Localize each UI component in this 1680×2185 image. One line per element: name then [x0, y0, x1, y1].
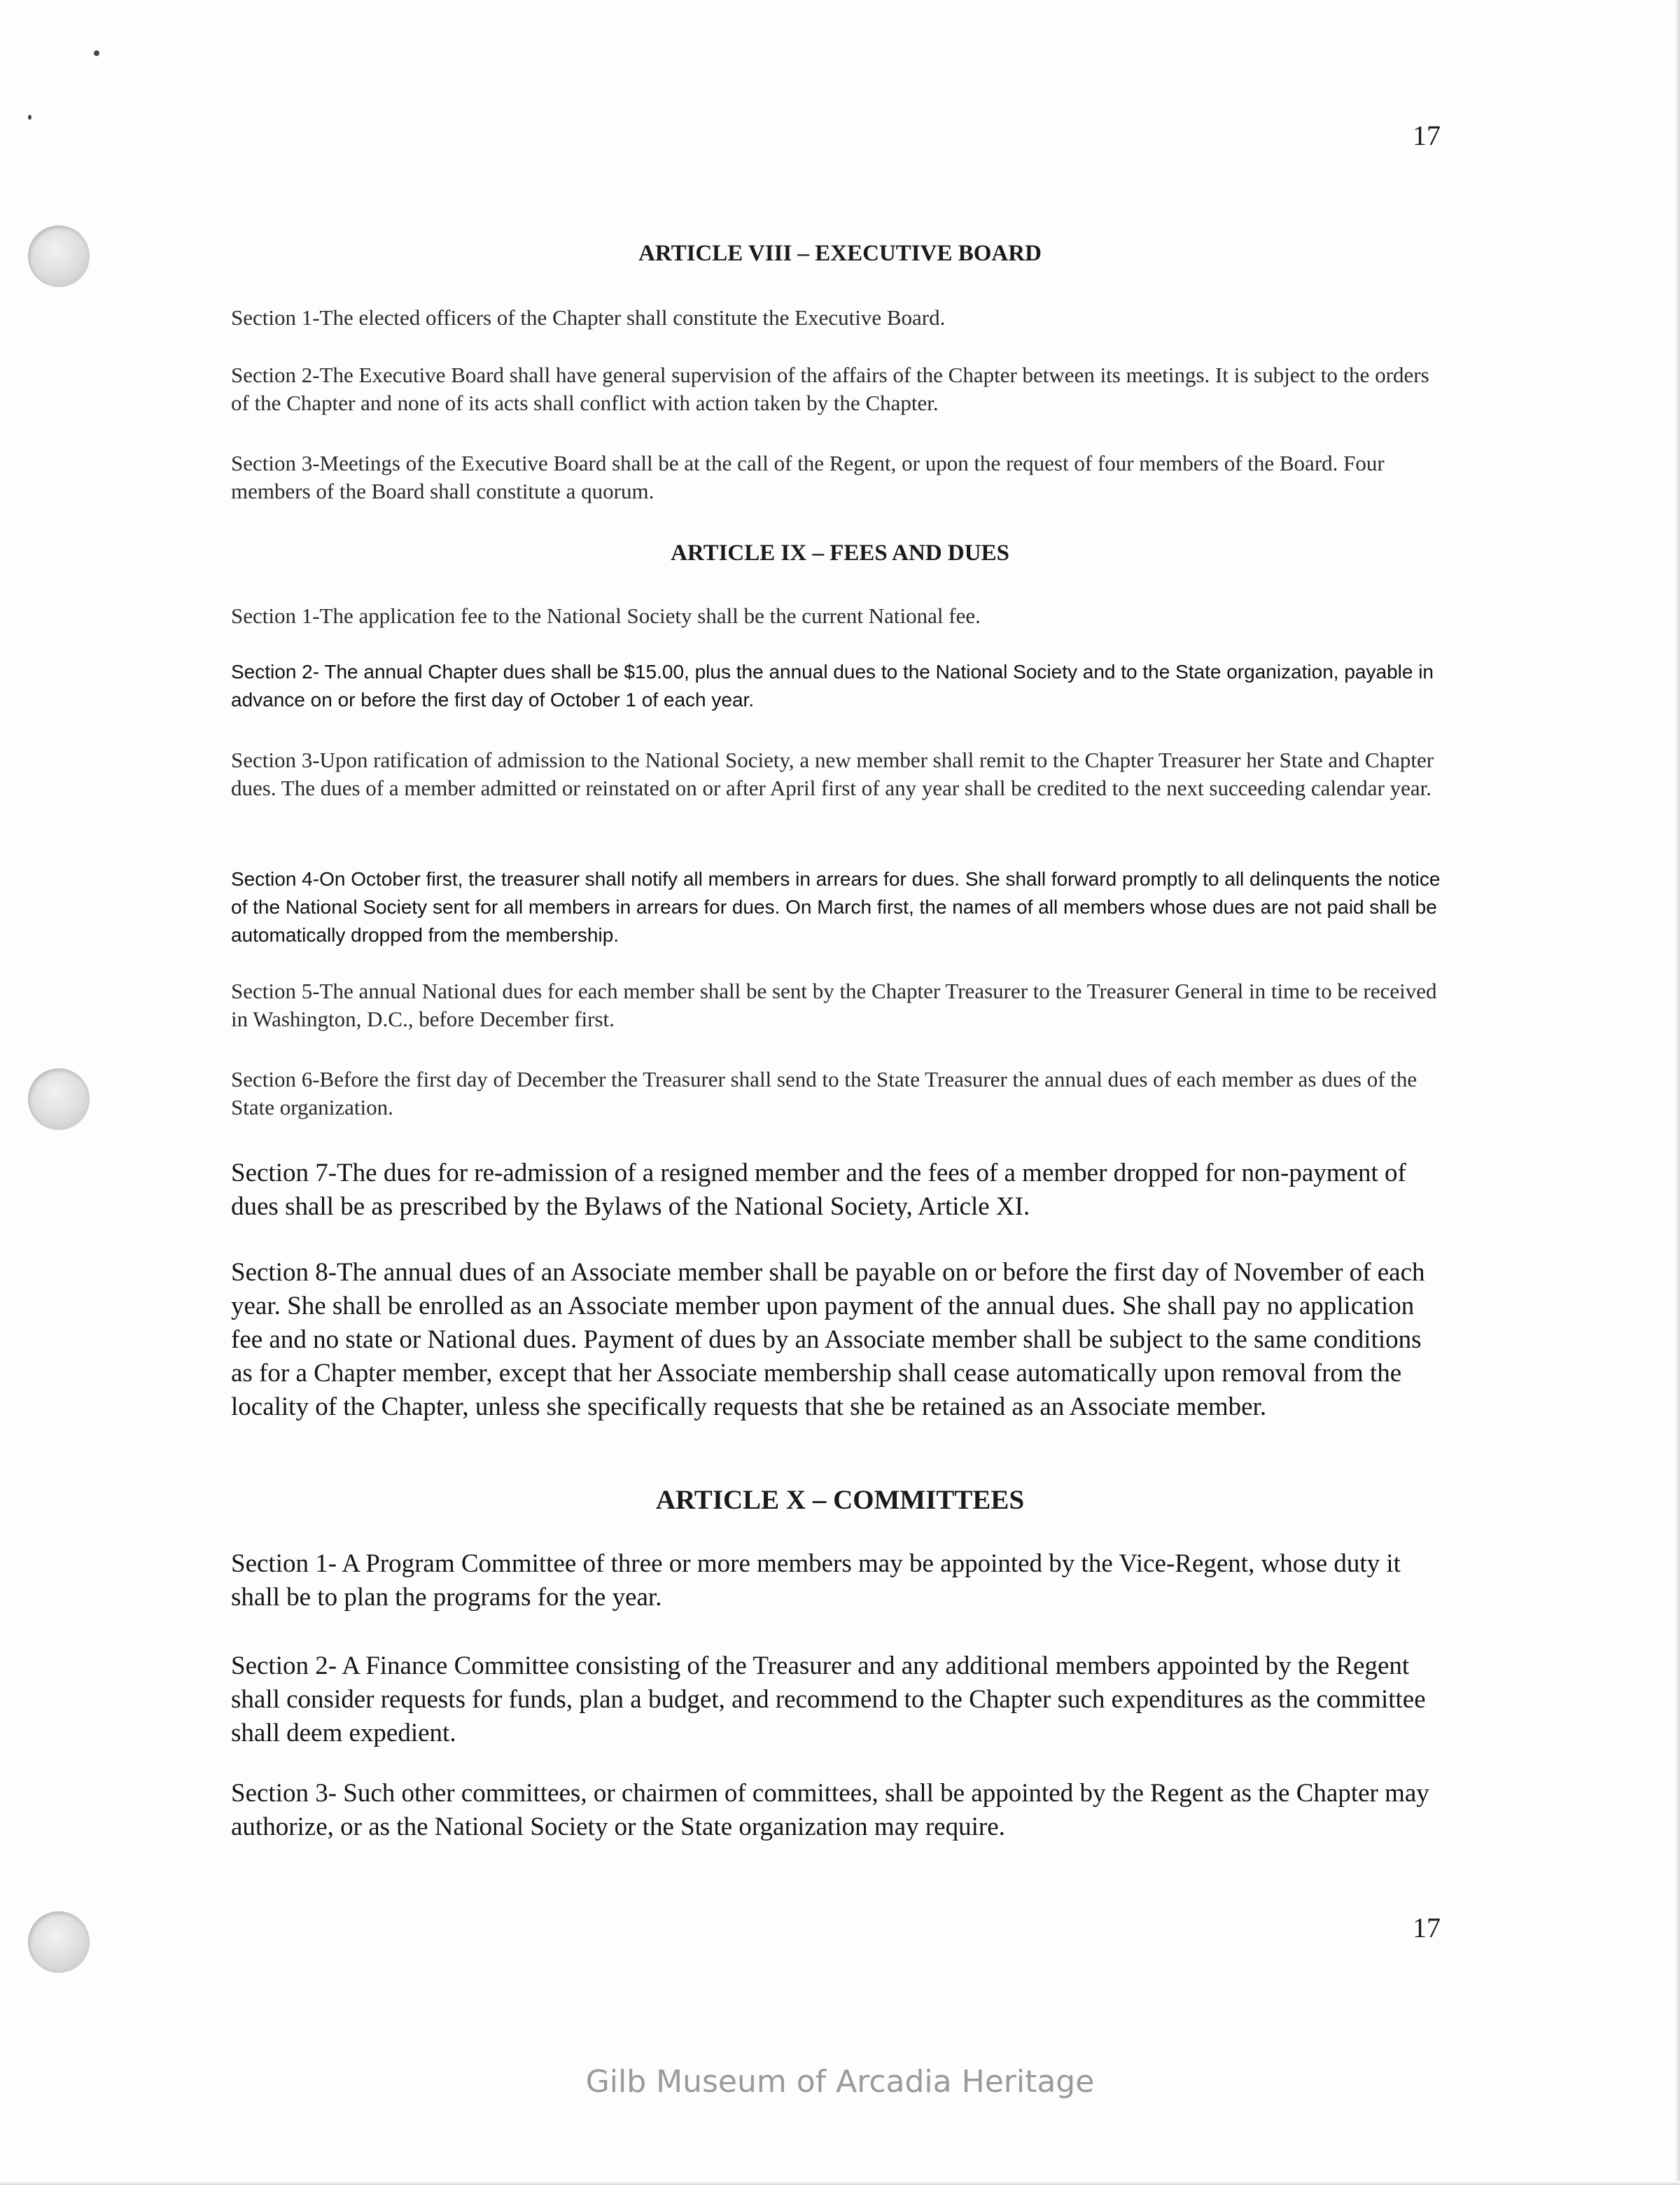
article-ix-section-1: Section 1-The application fee to the National Society shall be the current National fee.: [231, 603, 981, 628]
footer-credit: Gilb Museum of Arcadia Heritage: [585, 2064, 1095, 2100]
article-viii-heading: ARTICLE VIII – EXECUTIVE BOARD: [638, 241, 1042, 266]
article-x-section-2: Section 2- A Finance Committee consisting of the Treasurer and any additional members appointed by the Regent shall consider requests for funds, plan a budget, and recommend to the Chapter such expenditures as the committee shall deem expedient.: [231, 1652, 1426, 1747]
scan-speck: [28, 115, 31, 120]
article-x-section-1: Section 1- A Program Committee of three or more members may be appointed by the Vice-Regent, whose duty it shall be to plan the programs for the year.: [231, 1549, 1401, 1612]
article-ix-section-3: Section 3-Upon ratification of admission to the National Society, a new member shall remit to the Chapter Treasurer her State and Chapter dues. The dues of a member admitted or reinstated on or after April first of any year shall be credited to the next succeeding calendar year.: [231, 748, 1434, 800]
article-viii-section-2: Section 2-The Executive Board shall have general supervision of the affairs of the Chapter between its meetings. It is subject to the orders of the Chapter and none of its acts shall conflict with action taken by the Chapter.: [231, 363, 1429, 415]
scan-speck: [94, 50, 99, 56]
article-ix-section-8: Section 8-The annual dues of an Associate member shall be payable on or before the first day of November of each year. She shall be enrolled as an Associate member upon payment of the annual dues. She shall pay no application fee and no state or National dues. Payment of dues by an Associate member shall be subject to the same conditions as for a Chapter member, except that her Associate membership shall cease automatically upon removal from the locality of the Chapter, unless she specifically requests that she be retained as an Associate member.: [231, 1258, 1425, 1421]
page-number-top: 17: [1413, 120, 1441, 151]
article-ix-section-4: Section 4-On October first, the treasurer shall notify all members in arrears for dues. She shall forward promptly to all delinquents the notice of the National Society sent for all members in arrears for dues. On March first, the names of all members whose dues are not paid shall be automatically dropped from the membership.: [231, 868, 1441, 946]
article-ix-heading: ARTICLE IX – FEES AND DUES: [671, 540, 1009, 566]
page-number-bottom: 17: [1413, 1912, 1441, 1943]
article-ix-section-5: Section 5-The annual National dues for each member shall be sent by the Chapter Treasurer to the Treasurer General in time to be received in Washington, D.C., before December first.: [231, 979, 1437, 1031]
article-ix-section-2: Section 2- The annual Chapter dues shall be $15.00, plus the annual dues to the National Society and to the State organization, payable in advance on or before the first day of October 1 of each year.: [231, 661, 1434, 711]
punch-hole-bottom: [28, 1911, 90, 1973]
article-x-heading: ARTICLE X – COMMITTEES: [655, 1485, 1025, 1515]
punch-hole-middle: [28, 1068, 90, 1130]
article-viii-section-1: Section 1-The elected officers of the Chapter shall constitute the Executive Board.: [231, 305, 946, 330]
article-viii-section-3: Section 3-Meetings of the Executive Board shall be at the call of the Regent, or upon the request of four members of the Board. Four members of the Board shall constitute a quorum.: [231, 451, 1385, 503]
page-edge-right: [1674, 0, 1680, 2185]
article-x-section-3: Section 3- Such other committees, or chairmen of committees, shall be appointed by the Regent as the Chapter may authorize, or as the National Society or the State organization may require.: [231, 1779, 1429, 1841]
article-ix-section-7: Section 7-The dues for re-admission of a resigned member and the fees of a member dropped for non-payment of dues shall be as prescribed by the Bylaws of the National Society, Article XI.: [231, 1159, 1406, 1221]
page-edge-bottom: [0, 2181, 1680, 2185]
article-ix-section-6: Section 6-Before the first day of December the Treasurer shall send to the State Treasurer the annual dues of each member as dues of the State organization.: [231, 1067, 1418, 1119]
